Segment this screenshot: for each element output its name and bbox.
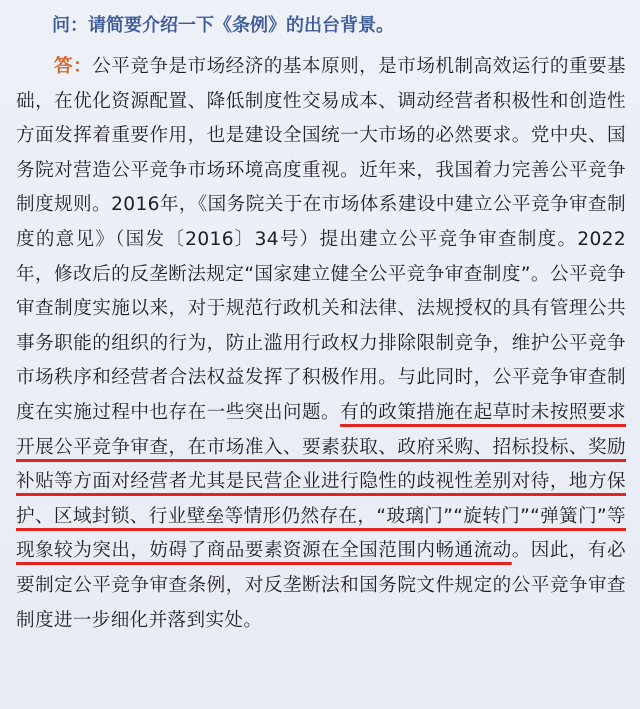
question-line xyxy=(16,12,626,40)
answer-label: 答： xyxy=(54,56,93,77)
answer-text-conclusion: 。因此，有必要制定公平竞争审查条例，对反垄断法和国务院文件规定的公平竞争审查制度进一步细化并落到实处。 xyxy=(16,540,626,631)
question-text: 请简要介绍一下《条例》的出台背景。 xyxy=(88,15,394,36)
answer-text-intro: 公平竞争是市场经济的基本原则，是市场机制高效运行的重要基础，在优化资源配置、降低制度性交易成本、调动经营者积极性和创造性方面发挥着重要作用，也是建设全国统一大市场的必然要求。党中央、国务院对营造公平竞争市场环境高度重视。近年来，我国着力完善公平竞争制度规则。2016年，《国务院关于在市场体系建设中建立公平竞争审查制度的意见》（国发〔2016〕34号）提出建立公平竞争审查制度。2022年，修改后的反垄断法规定“国家建立健全公平竞争审查制度”。公平竞争审查制度实施以来，对于规范行政机关和法律、法规授权的具有管理公共事务职能的组织的行为，防止滥用行政权力排除限制竞争，维护公平竞争市场秩序和经营者合法权益发挥了积极作用。与此同时，公平竞争审查制度在实施过程中也存在一些突出问题。 xyxy=(16,56,627,423)
question-label: 问： xyxy=(52,15,88,36)
answer-paragraph xyxy=(16,50,626,638)
underlined-key-passage: 有的政策措施在起草时未按照要求开展公平竞争审查，在市场准入、要素获取、政府采购、招标投标、奖励补贴等方面对经营者尤其是民营企业进行隐性的歧视性差别对待，地方保护、区域封锁、行业壁垒等情形仍然存在，“玻璃门”“旋转门”“弹簧门”等现象较为突出，妨碍了商品要素资源在全国范围内畅通流动 xyxy=(16,401,626,562)
